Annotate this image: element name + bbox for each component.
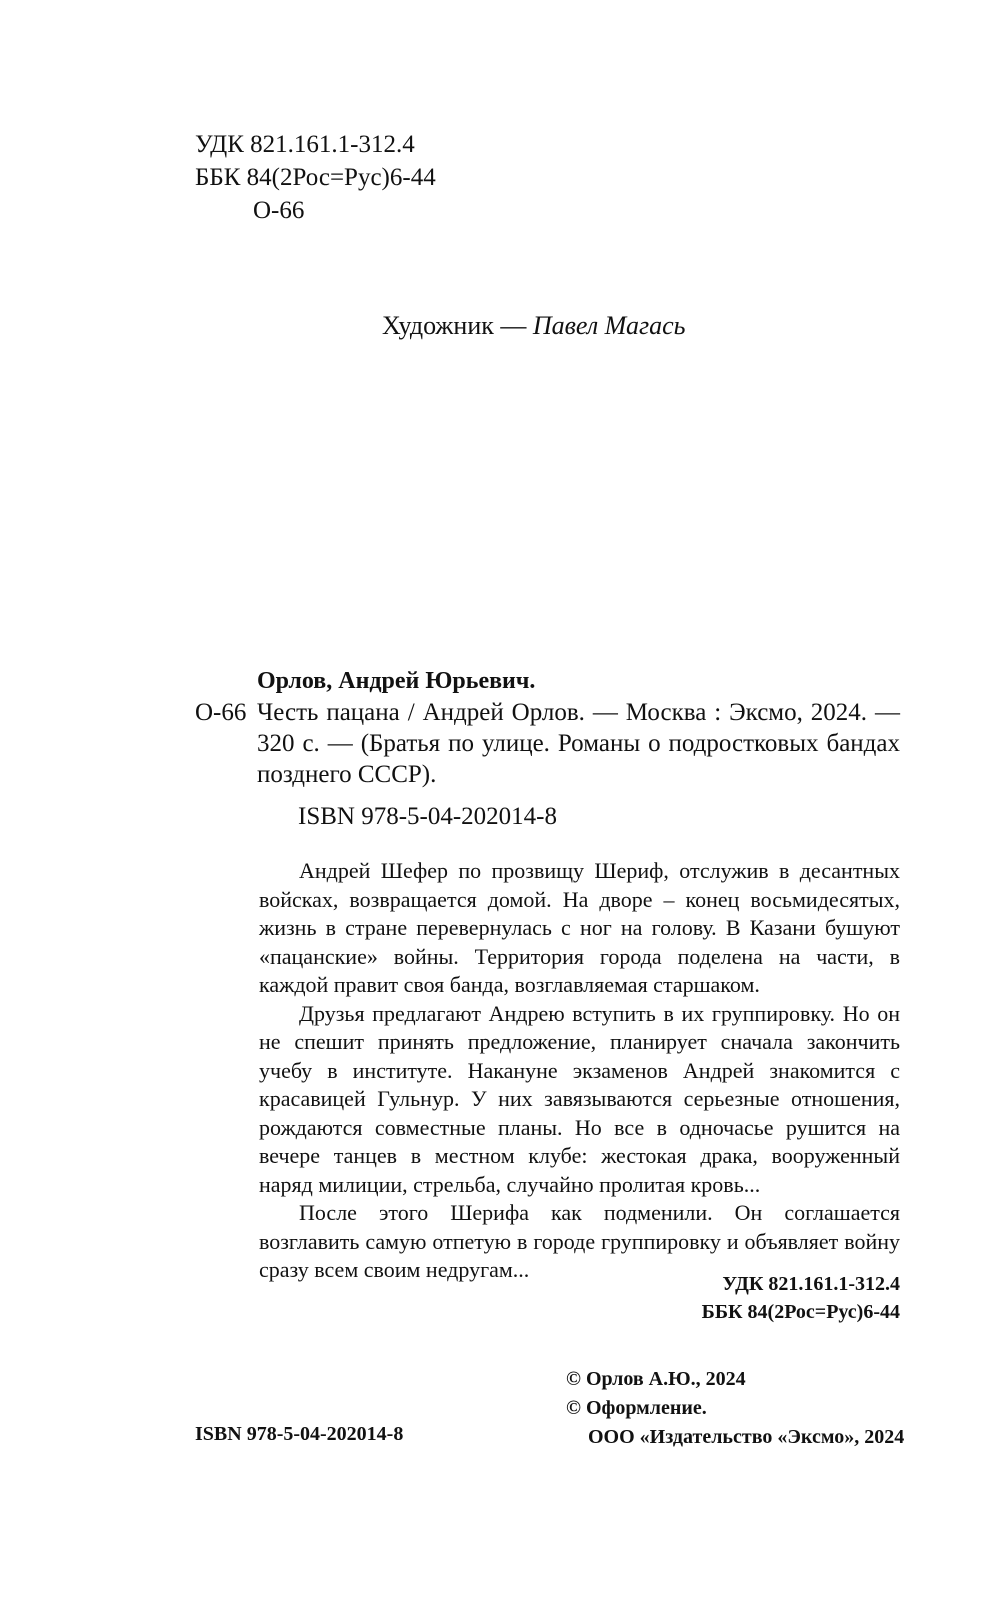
artist-label: Художник — [382,311,533,340]
artist-name: Павел Магась [532,311,686,340]
copyright-author: © Орлов А.Ю., 2024 [566,1368,746,1390]
classification-codes [195,128,436,227]
annotation [259,857,900,1285]
isbn-record: ISBN 978-5-04-202014-8 [298,803,558,830]
udk-code: УДК 821.161.1-312.4 [195,131,415,158]
bbk-code: ББК 84(2Рос=Рус)6-44 [195,164,436,191]
copyright-block [566,1365,904,1452]
bibliographic-record [195,666,900,790]
author-heading: Орлов, Андрей Юрьевич. [257,668,536,694]
artist-credit [382,311,685,341]
footer-bbk: ББК 84(2Рос=Рус)6-44 [701,1301,900,1323]
copyright-publisher: ООО «Издательство «Эксмо», 2024 [588,1426,905,1448]
annotation-paragraph: Друзья предлагают Андрею вступить в их группировку. Но он не спешит принять предложение, планирует сначала закончить учебу в институте. Накануне экзаменов Андрей знакомится с красавицей Гульнур. У них завязываются серьезные отношения, рождаются совместные планы. Но все в одночасье рушится на вечере танцев в местном клубе: жестокая драка, вооруженный наряд милиции, стрельба, случайно пролитая кровь... [259,1000,900,1197]
record-author-mark: О-66 [195,699,247,726]
footer-classification [702,1270,900,1326]
record-description: Честь пацана / Андрей Орлов. — Москва : Эксмо, 2024. — 320 с. — (Братья по улице. Романы о подростковых бандах позднего СССР). [257,699,900,788]
annotation-paragraph: Андрей Шефер по прозвищу Шериф, отслужив в десантных войсках, возвращается домой. На дворе – конец восьмидесятых, жизнь в стране перевернулась с ног на голову. В Казани бушуют «пацанские» войны. Территория города поделена на части, в каждой правит своя банда, возглавляемая старшаком. [259,858,900,997]
copyright-design: © Оформление. [566,1397,707,1419]
annotation-paragraph: После этого Шерифа как подменили. Он соглашается возглавить самую отпетую в городе группировку и объявляет войну сразу всем своим недругам... [259,1200,900,1282]
footer-isbn: ISBN 978-5-04-202014-8 [195,1423,404,1445]
author-mark: О-66 [253,197,305,224]
footer-udk: УДК 821.161.1-312.4 [722,1273,900,1295]
